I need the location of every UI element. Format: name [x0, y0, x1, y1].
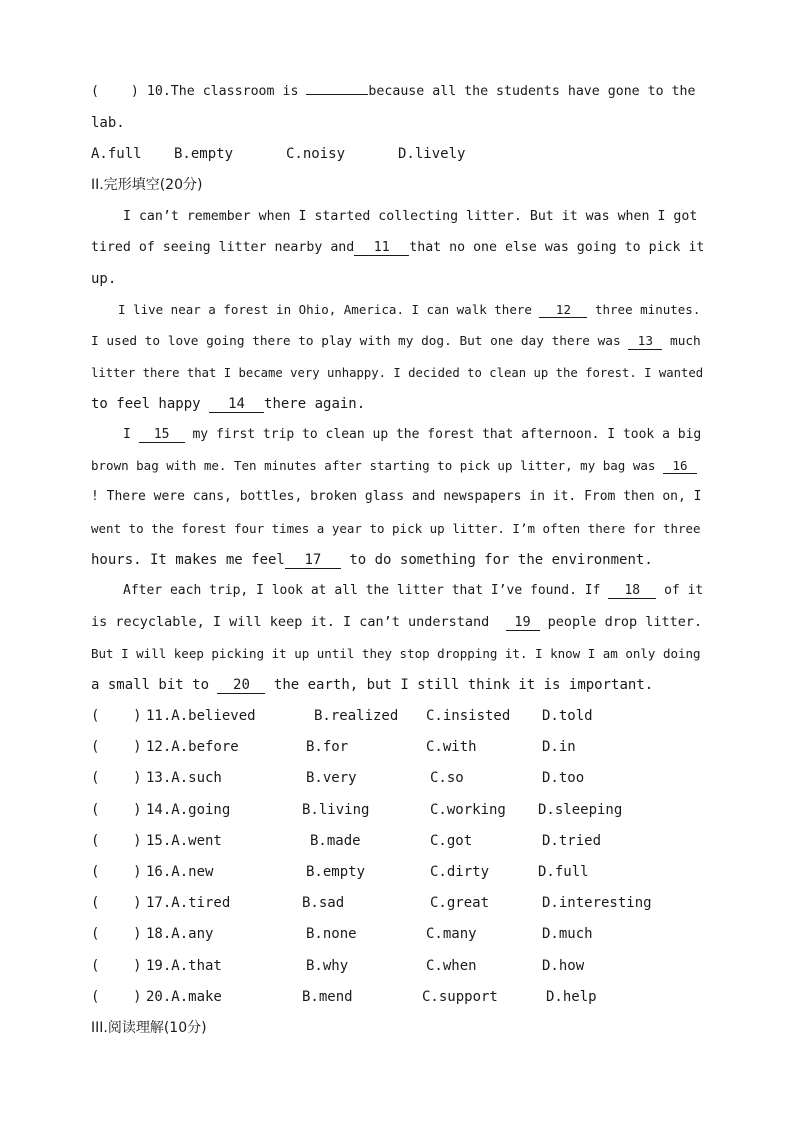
passage-line: I used to love going there to play with my dog. But one day there was 13 much	[91, 334, 701, 349]
option-c: C.dirty	[430, 864, 490, 880]
option-a: 12.A.before	[146, 739, 239, 755]
blank-15: 15	[139, 427, 185, 443]
option-c: C.support	[422, 989, 498, 1005]
passage-line: tired of seeing litter nearby and 11 that no one else was going to pick it	[91, 240, 705, 255]
blank-11: 11	[354, 240, 409, 256]
answer-paren: ( )	[91, 864, 142, 880]
option-c: C.with	[426, 739, 477, 755]
blank-19: 19	[506, 615, 540, 631]
passage-line: After each trip, I look at all the litter that I’ve found. If 18 of it	[123, 583, 704, 598]
option-d: D.lively	[398, 146, 466, 162]
option-b: B.empty	[174, 146, 234, 162]
passage-line: I live near a forest in Ohio, America. I can walk there 12 three minutes.	[118, 302, 701, 317]
option-a: 18.A.any	[146, 926, 214, 942]
option-d: D.told	[542, 708, 593, 724]
blank-16: 16	[663, 458, 697, 474]
option-b: B.realized	[314, 708, 399, 724]
question-10-stem: ( ) 10.The classroom is because all the students have gone to the	[91, 84, 696, 99]
answer-blank	[306, 94, 368, 95]
option-a: 14.A.going	[146, 802, 231, 818]
answer-paren: ( )	[91, 802, 142, 818]
answer-paren: ( )	[91, 739, 142, 755]
answer-paren: ( )	[91, 989, 142, 1005]
option-a: 16.A.new	[146, 864, 214, 880]
option-c: C.many	[426, 926, 477, 942]
option-b: B.empty	[306, 864, 366, 880]
passage-line: is recyclable, I will keep it. I can’t understand 19 people drop litter.	[91, 614, 703, 630]
option-b: B.made	[310, 833, 361, 849]
option-d: D.sleeping	[538, 802, 623, 818]
blank-18: 18	[608, 583, 656, 599]
passage-line: up.	[91, 271, 117, 287]
option-c: C.so	[430, 770, 464, 786]
question-10-stem-cont: lab.	[91, 115, 125, 131]
passage-line: I can’t remember when I started collecting litter. But it was when I got	[123, 209, 698, 224]
option-a: 11.A.believed	[146, 708, 256, 724]
answer-paren: ( )	[91, 958, 142, 974]
option-a: 17.A.tired	[146, 895, 231, 911]
passage-line: But I will keep picking it up until they stop dropping it. I know I am only doing	[91, 646, 701, 661]
blank-13: 13	[628, 334, 662, 350]
option-c: C.insisted	[426, 708, 511, 724]
option-a: 13.A.such	[146, 770, 222, 786]
answer-paren: ( )	[91, 926, 142, 942]
passage-line: went to the forest four times a year to pick up litter. I’m often there for three	[91, 521, 701, 536]
option-a: A.full	[91, 146, 142, 162]
section-heading-reading: III.阅读理解(10分)	[91, 1020, 207, 1036]
answer-paren: ( )	[91, 84, 139, 99]
option-c: C.great	[430, 895, 490, 911]
option-d: D.tried	[542, 833, 602, 849]
passage-line: ! There were cans, bottles, broken glass and newspapers in it. From then on, I	[91, 489, 702, 504]
passage-line: brown bag with me. Ten minutes after starting to pick up litter, my bag was 16	[91, 457, 697, 475]
option-d: D.in	[542, 739, 576, 755]
option-b: B.living	[302, 802, 370, 818]
option-b: B.why	[306, 958, 349, 974]
option-b: B.sad	[302, 895, 345, 911]
answer-paren: ( )	[91, 895, 142, 911]
option-c: C.working	[430, 802, 506, 818]
blank-12: 12	[539, 302, 587, 318]
blank-14: 14	[209, 397, 264, 413]
section-heading-cloze: II.完形填空(20分)	[91, 177, 203, 193]
blank-20: 20	[217, 678, 265, 694]
option-d: D.full	[538, 864, 589, 880]
option-b: B.none	[306, 926, 357, 942]
option-a: 19.A.that	[146, 958, 222, 974]
option-d: D.interesting	[542, 895, 652, 911]
option-b: B.for	[306, 739, 349, 755]
option-d: D.too	[542, 770, 585, 786]
passage-line: to feel happy 14 there again.	[91, 396, 366, 412]
option-b: B.mend	[302, 989, 353, 1005]
option-a: 15.A.went	[146, 833, 222, 849]
answer-paren: ( )	[91, 708, 142, 724]
option-c: C.noisy	[286, 146, 346, 162]
option-c: C.got	[430, 833, 473, 849]
answer-paren: ( )	[91, 833, 142, 849]
option-b: B.very	[306, 770, 357, 786]
passage-line: hours. It makes me feel 17 to do something for the environment.	[91, 552, 653, 568]
answer-paren: ( )	[91, 770, 142, 786]
option-c: C.when	[426, 958, 477, 974]
passage-line: I 15 my first trip to clean up the forest that afternoon. I took a big	[123, 427, 702, 442]
blank-17: 17	[285, 553, 341, 569]
passage-line: litter there that I became very unhappy. I decided to clean up the forest. I wanted	[91, 366, 704, 380]
option-a: 20.A.make	[146, 989, 222, 1005]
option-d: D.help	[546, 989, 597, 1005]
passage-line: a small bit to 20 the earth, but I still think it is important.	[91, 677, 654, 693]
option-d: D.much	[542, 926, 593, 942]
option-d: D.how	[542, 958, 585, 974]
